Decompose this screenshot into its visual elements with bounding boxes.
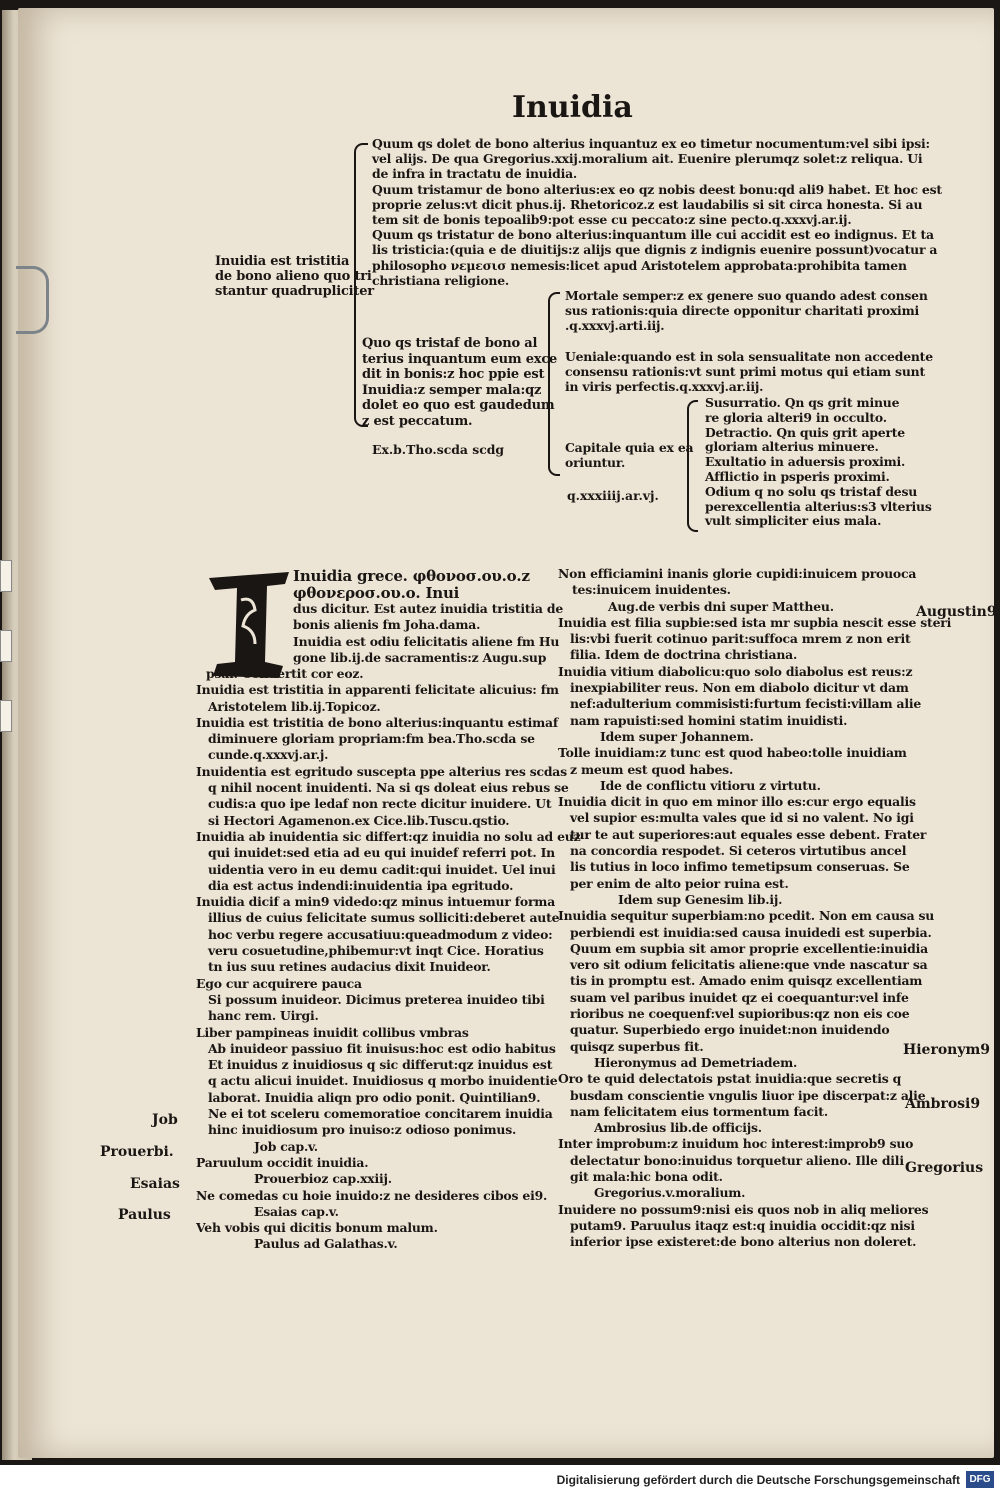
filiae-list: Susurratio. Qn qs grit minue re gloria alteri9 in occulto. Detractio. Qn quis grit aperte gloriam alterius minuere. Exultatio in aduersis proximi. Afflictio in psperis proximi. Odium q no solu qs tristaf desu perexcellentia alterius:s3 vlterius vult simpliciter eius mala. [705, 395, 932, 529]
branch-1-text: Quum qs dolet de bono alterius inquantuz ex eo timetur nocumentum:vel sibi ipsi: vel alijs. De qua Gregorius.xxij.moralium ait. Euenire plerumqz solet:z reliqua. Ui de infra in tractatu de inuidia. Quum tristamur de bono alterius:ex eo qz nobis deest bonu:qd ali9 habet. Et hoc est proprie zelus:vt dicit phus.ij. Rhetoricoz.z est laudabilis si sit circa honesta. Si au tem sit de bonis tepoalib9:pot esse cu peccato:z sine pecto.q.xxxvj.ar.ij. Quum qs tristatur de bono alterius:inquantum ille cui accidit est eo indignus. Et ta lis tristicia:(quia e de diuitijs:z alijs que dignis z indignis euenire possunt)vocatur a philosopho νεμεσισ nemesis:licet apud Aristotelem approbata:prohibita tamen christiana religione. [372, 136, 942, 288]
page-title: Inuidia [512, 90, 633, 125]
footer-credit: Digitalisierung gefördert durch die Deutsche Forschungsgemeinschaft [556, 1473, 960, 1487]
veniale-text: Ueniale:quando est in sola sensualitate non accedente consensu rationis:vt sunt primi motus qui etiam sunt in viris perfectis.q.xxxvj.ar.iij. [565, 349, 933, 395]
dfg-logo: DFG [966, 1471, 994, 1488]
capitale-text: Capitale quia ex ea oriuntur. [565, 440, 694, 471]
decorated-initial-I [205, 570, 293, 680]
left-column-text: psal. Conuertit cor eoz. Inuidia est tristitia in apparenti felicitate alicuius: fm Aristotelem lib.ij.Topicoz. Inuidia est tristitia de bono alterius:inquantu estimaf diminuere gloriam propriam:fm bea.Tho.scda se cunde.q.xxxvj.ar.j. Inuidentia est egritudo suscepta ppe alterius res scdas q nihil nocent inuidenti. Na si qs doleat eius rebus se cudis:a quo ipe ledaf non recte dicitur inuidere. Ut si Hectori Agamenon.ex Cice.lib.Tuscu.qstio. Inuidia ab inuidentia sic differt:qz inuidia no solu ad euz qui inuidet:sed etia ad eu qui inuidef referri pot. In uidentia vero in eu demu cadit:qui inuidet. Uel inui dia est actus indendi:inuidentia ipa egritudo. Inuidia dicif a min9 videdo:qz minus intuemur forma illius de cuius felicitate sumus solliciti:deberet aute hoc verbu regere accusatiuu:queadmodum z video: veru cosuetudine,phibemur:vt inqt Cice. Horatius tn ius suu retines audacius dixit Inuideor. Ego cur acquirere pauca Si possum inuideor. Dicimus preterea inuideo tibi hanc rem. Uirgi. Liber pampineas inuidit collibus vmbras Ab inuideor passiuo fit inuisus:hoc est odio habitus Et inuidus z inuidiosus q sic differut:qz inuidus est q actu alicui inuidet. Inuidiosus q morbo inuidentie laborat. Inuidia aliqn pro odio ponit. Quintilian9. Ne ei tot sceleru comemoratioe concitarem inuidia hinc inuidiosum pro inuiso:z odioso ponimus. Job cap.v. Paruulum occidit inuidia. Prouerbioz cap.xxiij. Ne comedas cu hoie inuido:z ne desideres cibos ei9. Esaias cap.v. Veh vobis qui dicitis bonum malum. Paulus ad Galathas.v. [196, 666, 581, 1252]
footer-bar [0, 1465, 1000, 1496]
diagram-root: Inuidia est tristitia de bono alieno quo tri stantur quadrupliciter [215, 254, 374, 300]
page-tab [0, 630, 12, 662]
margin-esaias: Esaias [130, 1176, 180, 1192]
left-col-heading: Inuidia grece. φθονοσ.ου.ο.z φθονεροσ.ου.ο. Inui [293, 567, 530, 602]
margin-augustinus: Augustin9 [916, 604, 997, 620]
margin-ambrosius: Ambrosi9 [905, 1096, 981, 1112]
margin-job: Job [152, 1112, 178, 1128]
branch-4-text: Quo qs tristaf de bono al terius inquantum eum exce dit in bonis:z hoc ppie est Inuidia:z semper mala:qz dolet eo quo est gaudedum z est peccatum. [362, 336, 558, 429]
brace-sub [548, 292, 560, 476]
paper-clip [16, 266, 49, 334]
brace-filiae [687, 400, 698, 532]
page-tab [0, 560, 12, 592]
margin-paulus: Paulus [118, 1207, 171, 1223]
capitale-ref: q.xxxiiij.ar.vj. [567, 488, 659, 503]
left-col-intro: dus dicitur. Est autez inuidia tristitia de bonis alienis fm Joha.dama. Inuidia est odiu felicitatis aliene fm Hu gone lib.ij.de sacramentis:z Augu.sup [293, 601, 564, 665]
page-tab [0, 700, 12, 732]
right-column-text: Non efficiamini inanis glorie cupidi:inuicem prouoca tes:inuicem inuidentes. Aug.de verbis dni super Mattheu. Inuidia est filia supbie:sed ista mr supbia nescit esse steri lis:vbi fuerit cotinuo parit:suffoca mrem z non erit filia. Idem de doctrina christiana. Inuidia vitium diabolicu:quo solo diabolus est reus:z inexpiabiliter reus. Non em diabolo dicitur vt dam nef:adulterium commisisti:furtum fecisti:villam alie nam rapuisti:sed homini statim inuidisti. Idem super Johannem. Tolle inuidiam:z tunc est quod habeo:tolle inuidiam z meum est quod habes. Ide de conflictu vitioru z virtutu. Inuidia dicit in quo em minor illo es:cur ergo equalis vel supior es:multa vales que id si no valent. No igi tur te aut superiores:aut equales esse debent. Frater na concordia respodet. Si ceteros virtutibus ancel lis tutius in loco infimo temetipsum conseruas. Se per enim de alto peior ruina est. Idem sup Genesim lib.ij. Inuidia sequitur superbiam:no pcedit. Non em causa su perbiendi est inuidia:sed causa inuidedi est superbia. Quum em supbia sit amor proprie excellentie:inuidia vero sit odium felicitatis aliene:que vnde nascatur sa tis in promptu est. Amado enim quisqz excellentiam suam vel paribus inuidet qz ei coequantur:vel infe rioribus ne coequenf:vel supioribus:qz non eis coe quatur. Superbiedo ergo inuidet:non inuidendo quisqz superbus fit. Hieronymus ad Demetriadem. Oro te quid delectatois pstat inuidia:que secretis q busdam conscientie vngulis liuor ipe discerpat:z alie nam felicitatem eius tormentum facit. Ambrosius lib.de officijs. Inter improbum:z inuidum hoc interest:improb9 suo delectatur bono:inuidus torquetur alieno. Ille dili git mala:hic bona odit. Gregorius.v.moralium. Inuidere no possum9:nisi eis quos nob in aliq meliores putam9. Paruulus itaqz est:q inuidia occidit:qz nisi inferior ipse existeret:de bono alterius non doleret. [558, 566, 952, 1250]
margin-hieronymus: Hieronym9 [903, 1042, 991, 1058]
source-ref: Ex.b.Tho.scda scdg [372, 442, 505, 457]
margin-prouerbi: Prouerbi. [100, 1144, 174, 1160]
margin-gregorius: Gregorius [905, 1160, 984, 1176]
mortale-text: Mortale semper:z ex genere suo quando adest consen sus rationis:quia directe opponitur charitati proximi .q.xxxvj.arti.iij. [565, 288, 928, 334]
